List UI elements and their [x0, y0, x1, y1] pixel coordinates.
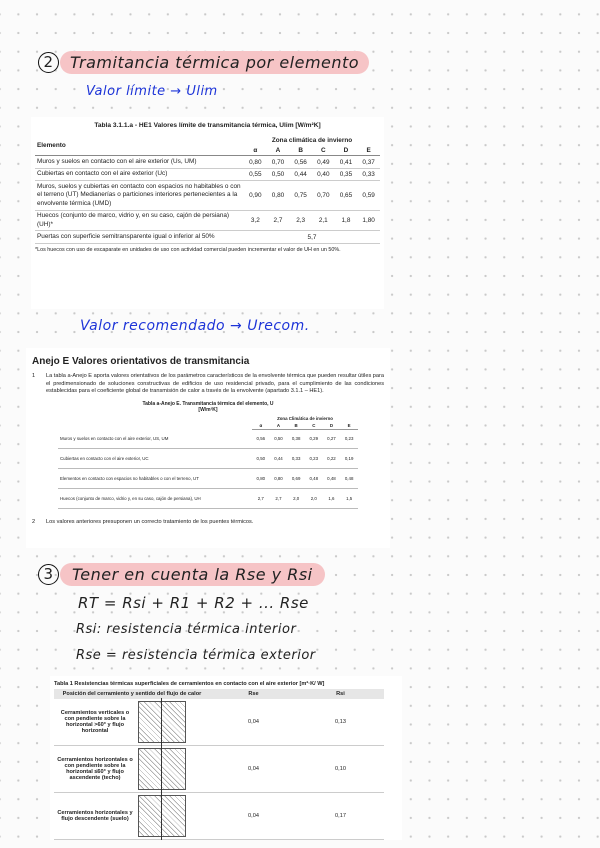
cell-value: 0,80	[244, 156, 267, 169]
cell-value: 0,48	[305, 469, 323, 489]
row-label: Cerramientos horizontales o con pendiente sobre la horizontal ≤60° y flujo ascendente (techo)	[54, 746, 136, 793]
cell-value: 0,23	[305, 449, 323, 469]
cell-value: 0,29	[305, 429, 323, 449]
cell-value: 0,59	[357, 181, 380, 210]
cell-value: 0,44	[289, 168, 312, 181]
zone-label: B	[289, 145, 312, 156]
table-limit-values	[31, 117, 384, 309]
cell-value: 0,49	[312, 156, 335, 169]
cell-value: 0,75	[289, 181, 312, 210]
spacer	[58, 422, 252, 430]
diagram-cell	[136, 793, 210, 840]
cell-value: 0,35	[335, 168, 358, 181]
cell-value: 0,44	[270, 449, 288, 469]
cell-value: 2,0	[287, 489, 305, 509]
section-number-3: 3	[38, 564, 59, 585]
zone-label: α	[252, 422, 270, 430]
cell-value: 0,70	[267, 156, 290, 169]
cell-value: 0,19	[340, 449, 358, 469]
cell-value: 0,55	[244, 168, 267, 181]
cell-value: 2,1	[312, 210, 335, 231]
cell-value: 1,8	[335, 210, 358, 231]
cell-value: 0,27	[323, 429, 341, 449]
flow-arrow-icon	[161, 745, 162, 793]
anejo-e-document	[26, 348, 390, 548]
rsi-value: 0,13	[297, 699, 384, 746]
rsi-header: Rsi	[336, 691, 345, 697]
cell-value: 0,70	[312, 181, 335, 210]
paragraph-1-number: 1	[32, 373, 36, 379]
table-row	[35, 156, 380, 169]
zone-label: E	[357, 145, 380, 156]
section-number-2: 2	[38, 52, 59, 73]
cell-value: 2,0	[305, 489, 323, 509]
table-1-caption: Tabla 3.1.1.a - HE1 Valores límite de transmitancia térmica, Ulim [W/m²K]	[94, 122, 321, 129]
cell-value: 3,2	[244, 210, 267, 231]
zone-label: α	[244, 145, 267, 156]
ulim-note: Valor límite → Ulim	[86, 84, 218, 99]
row-label: Huecos (conjunto de marco, vidrio y, en su caso, cajón de persiana), UH	[58, 489, 252, 509]
table-row	[54, 746, 384, 793]
cell-value: 0,80	[267, 181, 290, 210]
table-surface-resistances	[50, 676, 402, 840]
zone-label: E	[340, 422, 358, 430]
table-row	[58, 469, 358, 489]
table-row	[54, 793, 384, 840]
wall-hatch-icon	[138, 748, 186, 790]
zone-label: D	[323, 422, 341, 430]
table-row	[35, 168, 380, 181]
table-3-caption: Tabla 1 Resistencias térmicas superficiales de cerramientos en contacto con el aire exterior [m²·K/ W]	[54, 681, 325, 687]
row-label: Cerramientos horizontales y flujo descendente (suelo)	[54, 793, 136, 840]
row-label: Muros y suelos en contacto con el aire exterior (Us, UM)	[35, 156, 244, 169]
paragraph-1: La tabla a-Anejo E aporta valores orientativos de los parámetros característicos de la envolvente térmica que pueden resultar útiles para el predimensionado de soluciones constructivas de edificios de uso residencial privado, para el cumplimiento de las condiciones establecidas para el coeficiente global de transmisión de calor a través de la envolvente (apartado 3.1.1 – HE1).	[46, 373, 384, 395]
paragraph-2-number: 2	[32, 519, 36, 526]
cell-value: 0,37	[357, 156, 380, 169]
merged-value: 5,7	[244, 231, 380, 244]
cell-value: 2,7	[270, 489, 288, 509]
rsi-value: 0,17	[297, 793, 384, 840]
paragraph-2: Los valores anteriores presuponen un correcto tratamiento de los puentes térmicos.	[46, 519, 254, 526]
table-row	[54, 699, 384, 746]
zone-label: A	[267, 145, 290, 156]
rt-formula: RT = Rsi + R1 + R2 + ... Rse	[78, 594, 309, 612]
cell-value: 0,33	[287, 449, 305, 469]
table-row	[58, 429, 358, 449]
zone-label: C	[312, 145, 335, 156]
rsi-definition: Rsi: resistencia térmica interior	[76, 622, 297, 637]
row-label: Huecos (conjunto de marco, vidrio y, en su caso, cajón de persiana) (UH)*	[35, 210, 244, 231]
cell-value: 0,80	[270, 469, 288, 489]
cell-value: 0,38	[287, 429, 305, 449]
table-row	[58, 489, 358, 509]
cell-value: 1,80	[357, 210, 380, 231]
row-label: Cubiertas en contacto con el aire exterior (Uc)	[35, 168, 244, 181]
table-1-footnote: *Los huecos con uso de escaparate en unidades de uso con actividad comercial pueden incrementar el valor de UH en un 50%.	[35, 246, 341, 253]
cell-value: 0,48	[323, 469, 341, 489]
cell-value: 0,90	[244, 181, 267, 210]
cell-value: 0,50	[252, 449, 270, 469]
rse-definition: Rse = resistencia térmica exterior	[76, 648, 316, 663]
row-label: Muros, suelos y cubiertas en contacto con espacios no habitables o con el terreno (UT) Medianerías o particiones interiores pertenecientes a la envolvente térmica (UMD)	[35, 181, 244, 210]
anejo-table-caption: Tabla a-Anejo E. Transmitancia térmica del elemento, U [W/m²K]	[142, 400, 274, 413]
wall-hatch-icon	[138, 795, 186, 837]
cell-value: 0,50	[270, 429, 288, 449]
rse-value: 0,04	[210, 699, 297, 746]
cell-value: 1,5	[340, 489, 358, 509]
row-label: Elementos en contacto con espacios no habitables o con el terreno, UT	[58, 469, 252, 489]
table-row	[58, 449, 358, 469]
cell-value: 0,41	[335, 156, 358, 169]
cell-value: 0,80	[252, 469, 270, 489]
zone-header: Zona climática de invierno	[271, 136, 353, 144]
cell-value: 1,6	[323, 489, 341, 509]
cell-value: 0,69	[287, 469, 305, 489]
rsi-value: 0,10	[297, 746, 384, 793]
cell-value: 0,50	[267, 168, 290, 181]
row-label: Muros y suelos en contacto con el aire exterior, US, UM	[58, 429, 252, 449]
section-2-title: Tramitancia térmica por elemento	[60, 51, 369, 74]
flow-arrow-icon	[161, 698, 162, 746]
cell-value: 0,40	[312, 168, 335, 181]
cell-value: 2,7	[267, 210, 290, 231]
table-row	[35, 210, 380, 231]
cell-value: 2,7	[252, 489, 270, 509]
zone-label: B	[287, 422, 305, 430]
cell-value: 0,56	[289, 156, 312, 169]
cell-value: 0,23	[340, 429, 358, 449]
cell-value: 0,56	[252, 429, 270, 449]
anejo-zone-header: Zona Climática de invierno	[277, 415, 333, 421]
cell-value: 2,3	[289, 210, 312, 231]
row-label: Puertas con superficie semitransparente igual o inferior al 50%	[35, 231, 244, 244]
flow-arrow-icon	[161, 792, 162, 840]
row-label: Cubiertas en contacto con el aire exterior, UC	[58, 449, 252, 469]
cell-value: 0,48	[340, 469, 358, 489]
cell-value: 0,22	[323, 449, 341, 469]
table-row	[35, 181, 380, 210]
zone-label: A	[270, 422, 288, 430]
urecom-note: Valor recomendado → Urecom.	[80, 318, 310, 334]
rse-value: 0,04	[210, 746, 297, 793]
wall-hatch-icon	[138, 701, 186, 743]
row-label: Cerramientos verticales o con pendiente sobre la horizontal >60° y flujo horizontal	[54, 699, 136, 746]
diagram-cell	[136, 746, 210, 793]
rse-header: Rse	[248, 691, 259, 697]
cell-value: 0,65	[335, 181, 358, 210]
position-header: Posición del cerramiento y sentido del flujo de calor	[62, 691, 202, 697]
diagram-cell	[136, 699, 210, 746]
cell-value: 0,33	[357, 168, 380, 181]
table-row	[35, 231, 380, 244]
element-header: Elemento	[35, 135, 244, 156]
rse-value: 0,04	[210, 793, 297, 840]
zone-label: D	[335, 145, 358, 156]
anejo-title: Anejo E Valores orientativos de transmitancia	[32, 356, 250, 367]
section-3-title: Tener en cuenta la Rse y Rsi	[60, 563, 325, 586]
zone-label: C	[305, 422, 323, 430]
